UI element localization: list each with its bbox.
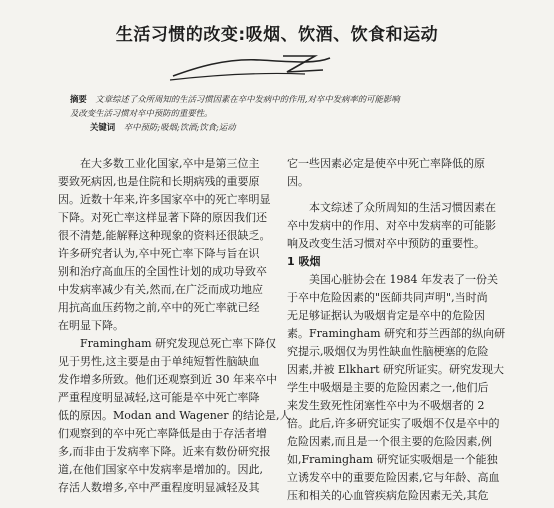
right-line: 压和相关的心血管疾病危险因素无关,其危 <box>287 489 489 502</box>
keywords-text: 卒中预防;吸烟;饮酒;饮食;运动 <box>123 122 236 132</box>
abstract-block <box>70 93 480 135</box>
right-line: 于卒中危险因素的"医師共同声明",当时尚 <box>287 291 488 304</box>
right-line: 因素,并被 Elkhart 研究所证实。研究发现大 <box>287 363 505 376</box>
right-line: 它一些因素必定是使卒中死亡率降低的原 <box>287 157 485 170</box>
left-line: 要致死病因,也是住院和长期病残的重要原 <box>58 175 260 188</box>
left-line: 许多研究者认为,卒中死亡率下降与旨在识 <box>58 247 260 260</box>
left-column <box>58 155 296 497</box>
left-line: 用抗高血压药物之前,卒中的死亡率就已经 <box>58 301 260 314</box>
handwritten-signature <box>165 46 335 88</box>
left-line: 发作增多所致。他们还观察到近 30 年来卒中 <box>58 373 277 386</box>
right-line: 卒中发病中的作用、对卒中发病率的可能影 <box>287 219 496 232</box>
right-line: 因。 <box>287 175 309 188</box>
left-line: 很不清楚,能解释这种现象的资料还很缺乏。 <box>58 229 271 242</box>
right-line: 本文综述了众所周知的生活习惯因素在 <box>309 201 496 214</box>
right-line: 学生中吸烟是主要的危险因素之一,他们后 <box>287 381 489 394</box>
right-line: 响及改变生活习惯对卒中预防的重要性。 <box>287 237 485 250</box>
right-line: 来发生致死性闭塞性卒中为不吸烟者的 2 <box>287 399 485 412</box>
abstract-line-2 <box>70 107 480 121</box>
right-line: 究提示,吸烟仅为男性缺血性脑梗塞的危险 <box>287 345 489 358</box>
right-line: 美国心脏协会在 1984 年发表了一份关 <box>309 273 498 286</box>
abstract-text-1: 文章综述了众所周知的生活习惯因素在卒中发病中的作用,对卒中发病率的可能影响 <box>95 94 400 104</box>
right-line: 立诱发卒中的重要危险因素,它与年龄、高血 <box>287 471 500 484</box>
right-line: 无足够证据认为吸烟肯定是卒中的危险因 <box>287 309 485 322</box>
right-line: 如,Framingham 研究证实吸烟是一个能独 <box>287 453 498 466</box>
right-line: 素。Framingham 研究和芬兰西部的纵向研 <box>287 327 506 340</box>
left-line: Framingham 研究发现总死亡率下降仅 <box>80 337 277 350</box>
left-line: 低的原因。Modan and Wagener 的结论是,人 <box>58 409 291 422</box>
section-heading-smoking: 1 吸烟 <box>287 255 321 268</box>
left-line: 见于男性,这主要是由于单纯短暂性脑缺血 <box>58 355 260 368</box>
left-line: 多,而非由于发病率下降。近来有数份研究报 <box>58 445 271 458</box>
left-line: 道,在他们国家卒中发病率是增加的。因此, <box>58 463 263 476</box>
left-line: 在明显下降。 <box>58 319 124 332</box>
left-line: 们观察到的卒中死亡率降低是由于存活者增 <box>58 427 267 440</box>
article-title: 生活习惯的改变:吸烟、饮酒、饮食和运动 <box>115 25 439 45</box>
keywords-label: 关键词 <box>90 122 116 132</box>
abstract-text-2: 及改变生活习惯对卒中预防的重要性。 <box>70 107 213 118</box>
abstract-label: 摘要 <box>70 94 87 104</box>
right-line: 危险因素,而且是一个很主要的危险因素,例 <box>287 435 492 448</box>
paragraph-gap <box>287 191 525 199</box>
left-line: 中发病率减少有关,然而,在广泛而成功地应 <box>58 283 263 296</box>
right-line: 倍。此后,许多研究证实了吸烟不仅是卒中的 <box>287 417 500 430</box>
right-column <box>287 155 525 505</box>
abstract-line-1 <box>70 93 480 107</box>
signature-scribble-icon <box>165 46 335 88</box>
left-line: 别和治疗高血压的全国性计划的成功导致卒 <box>58 265 267 278</box>
left-line: 严重程度明显减轻,这可能是卒中死亡率降 <box>58 391 260 404</box>
keywords-line <box>90 121 480 135</box>
left-line: 在大多数工业化国家,卒中是第三位主 <box>80 157 260 170</box>
left-line: 存活人数增多,卒中严重程度明显减轻及其 <box>58 481 260 494</box>
left-line: 下降。对死亡率这样显著下降的原因我们还 <box>58 211 267 224</box>
left-line: 因。近数十年来,许多国家卒中的死亡率明显 <box>58 193 271 206</box>
